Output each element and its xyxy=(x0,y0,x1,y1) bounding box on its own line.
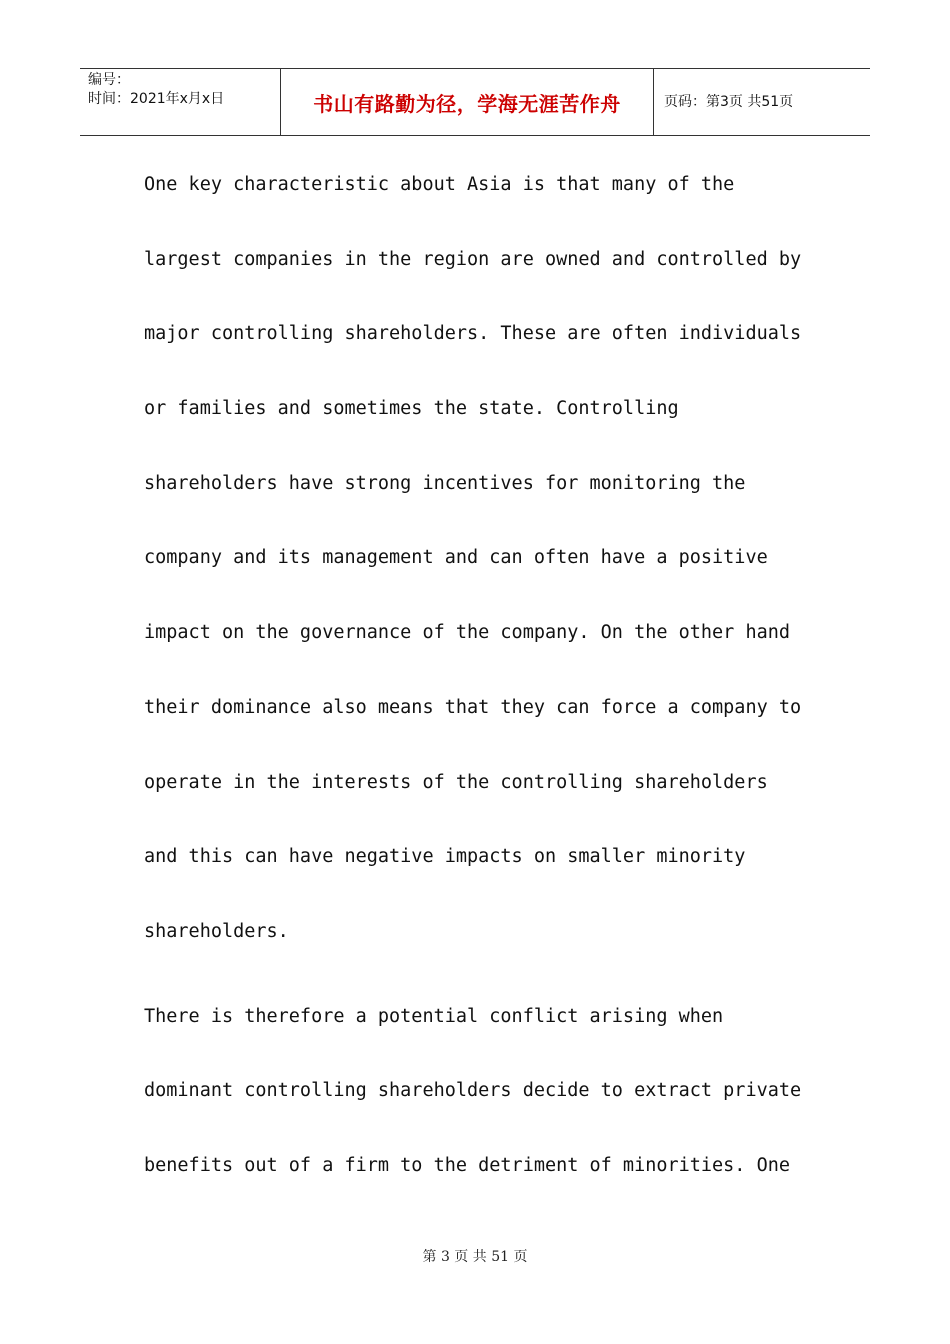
text-line: company and its management and can often have a positive xyxy=(144,547,768,569)
text-line: their dominance also means that they can force a company to xyxy=(144,696,802,718)
text-line: or families and sometimes the state. Controlling xyxy=(144,398,679,420)
text-line: dominant controlling shareholders decide to extract private xyxy=(144,1080,802,1102)
text-line: impact on the governance of the company. On the other hand xyxy=(144,622,791,644)
header-motto: 书山有路勤为径，学海无涯苦作舟 xyxy=(313,91,621,116)
header-motto-cell xyxy=(281,69,654,135)
header-page-info: 页码：第3页 共51页 xyxy=(664,93,794,110)
document-header xyxy=(80,68,870,136)
header-page-cell xyxy=(654,69,870,135)
document-number-label: 编号： xyxy=(88,72,130,88)
text-line: One key characteristic about Asia is that many of the xyxy=(144,174,735,195)
text-line: largest companies in the region are owned and controlled by xyxy=(144,248,802,270)
text-line: major controlling shareholders. These are often individuals xyxy=(144,323,802,345)
text-line: benefits out of a firm to the detriment of minorities. One xyxy=(144,1154,791,1176)
document-date: 时间：2021年x月x日 xyxy=(88,91,225,107)
text-line: shareholders have strong incentives for monitoring the xyxy=(144,472,746,494)
page-footer: 第 3 页 共 51 页 xyxy=(422,1249,528,1265)
text-line: and this can have negative impacts on smaller minority xyxy=(144,846,746,868)
text-line: There is therefore a potential conflict arising when xyxy=(144,1005,724,1027)
paragraph-gap xyxy=(144,988,834,998)
header-meta-cell xyxy=(80,69,281,135)
paragraph xyxy=(144,998,834,1222)
document-body xyxy=(144,166,834,1222)
paragraph xyxy=(144,166,834,988)
text-line: shareholders. xyxy=(144,920,289,942)
text-line: operate in the interests of the controlling shareholders xyxy=(144,771,768,793)
